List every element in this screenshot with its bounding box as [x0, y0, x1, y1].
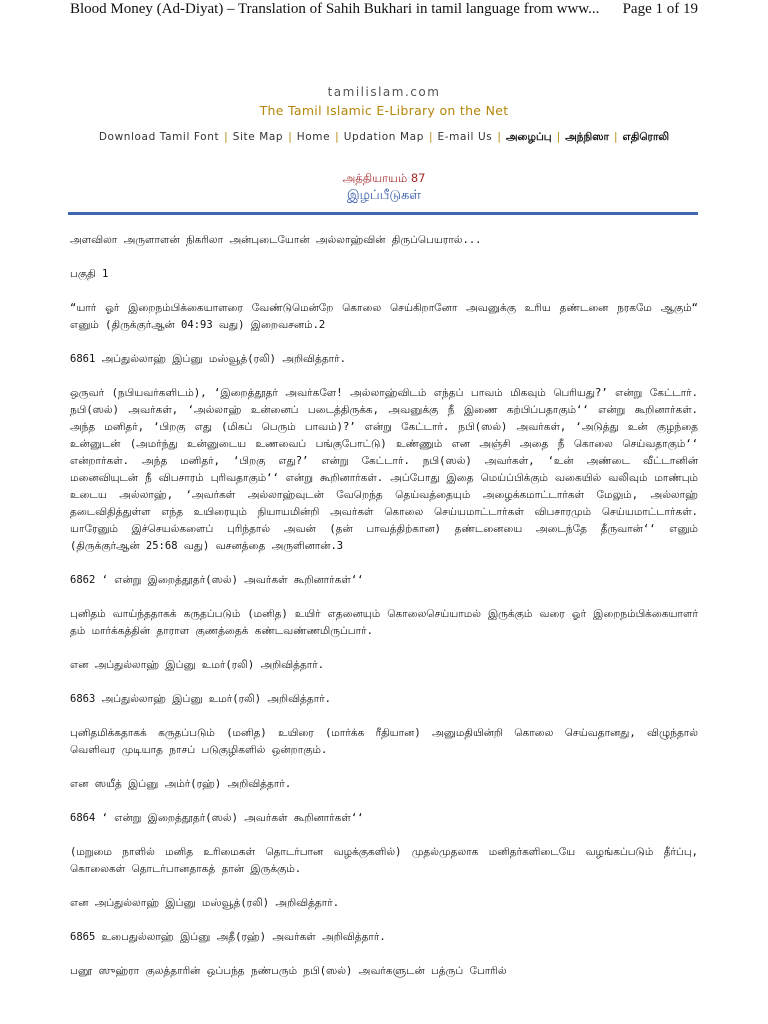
print-header-title: Blood Money (Ad-Diyat) – Translation of Sahih Bukhari in tamil language from www... [70, 1, 600, 17]
hadith-number: 6861 அப்துல்லாஹ் இப்னு மஸ்வூத்(ரலி) அறிவித்தார். [70, 353, 346, 365]
site-banner [0, 84, 768, 120]
nav-link-email-us[interactable]: E-mail Us [437, 131, 493, 143]
site-url[interactable]: tamilislam.com [327, 85, 441, 99]
nav-separator: | [497, 131, 501, 143]
nav-bar [0, 130, 768, 144]
hadith-number: 6865 உபைதுல்லாஹ் இப்னு அதீ(ரஹ்) அவர்கள் அறிவித்தார். [70, 931, 386, 943]
nav-separator: | [428, 131, 433, 143]
nav-link-ethiroli[interactable]: எதிரொலி [622, 131, 670, 143]
nav-separator: | [556, 131, 561, 143]
chapter-heading [0, 170, 768, 206]
hadith-text: புனிதம் வாய்ந்ததாகக் கருதப்படும் (மனித) உயிர் எதனையும் கொலைசெய்யாமல் இருக்கும் வரை ஓர் இறைநம்பிக்கையாளர் தம் மார்க்கத்தின் தாராள குணத்தைக் கண்டவண்ணமிருப்பார். [70, 608, 698, 637]
nav-link-azhaippu[interactable]: அழைப்பு [505, 131, 552, 143]
site-tagline: The Tamil Islamic E-Library on the Net [259, 103, 509, 118]
nav-link-updation-map[interactable]: Updation Map [343, 131, 424, 143]
nav-link-annisa[interactable]: அந்நிஸா [565, 131, 609, 143]
bismillah-line: அளவிலா அருளாளன் நிகரிலா அன்புடையோன் அல்லாஹ்வின் திருப்பெயரால்... [70, 234, 482, 246]
section-label: பகுதி 1 [70, 268, 109, 280]
hadith-text: (மறுமை நாளில் மனித உரிமைகள் தொடர்பான வழக்குகளில்) முதல்முதலாக மனிதர்களிடையே வழங்கப்படும் தீர்ப்பு, கொலைகள் தொடர்பானதாகத் தான் இருக்கும். [70, 846, 698, 875]
header-divider [68, 212, 698, 215]
nav-link-home[interactable]: Home [296, 131, 331, 143]
hadith-number: 6862 ‘ என்று இறைத்தூதர்(ஸல்) அவர்கள் கூறினார்கள்‘‘ [70, 574, 364, 586]
hadith-text: புனிதமிக்கதாகக் கருதப்படும் (மனித) உயிரை (மார்க்க ரீதியான) அனுமதியின்றி கொலை செய்வதானது, விழுந்தால் வெளிவர முடியாத நாசப் படுகுழிகளில் ஒன்றாகும். [70, 727, 698, 756]
nav-separator: | [224, 131, 228, 143]
nav-separator: | [614, 131, 618, 143]
nav-separator: | [288, 131, 292, 143]
nav-separator: | [335, 131, 339, 143]
print-header [0, 0, 768, 22]
hadith-number: 6864 ‘ என்று இறைத்தூதர்(ஸல்) அவர்கள் கூறினார்கள்‘‘ [70, 812, 364, 824]
nav-link-download-tamil-font[interactable]: Download Tamil Font [98, 131, 220, 143]
hadith-number: 6863 அப்துல்லாஹ் இப்னு உமர்(ரலி) அறிவித்தார். [70, 693, 331, 705]
narrator-line: என ஸயீத் இப்னு அம்ர்(ரஹ்) அறிவித்தார். [70, 778, 292, 790]
verse-intro: “யார் ஓர் இறைநம்பிக்கையாளரை வேண்டுமென்றே கொலை செய்கிறானோ அவனுக்கு உரிய தண்டனை நரகமே ஆகும்“ எனும் (திருக்குர்ஆன் 04:93 வது) இறைவசனம்.2 [70, 302, 698, 331]
chapter-title: இழப்பீடுகள் [346, 188, 422, 203]
narrator-line: என அப்துல்லாஹ் இப்னு உமர்(ரலி) அறிவித்தார். [70, 659, 325, 671]
article-body [70, 232, 698, 997]
hadith-text: ஒருவர் (நபியவர்களிடம்), ‘இறைத்தூதர் அவர்களே! அல்லாஹ்விடம் எந்தப் பாவம் மிகவும் பெரியது?’ என்று கேட்டார். நபி(ஸல்) அவர்கள், ‘அல்லாஹ் உன்னைப் படைத்திருக்க, அவனுக்கு நீ இணை கற்பிப்பதாகும்‘‘ என்று கூறினார்கள். அந்த மனிதர், ‘பிறகு எது (மிகப் பெரும் பாவம்)?’ என்று கேட்டார். நபி(ஸல்) அவர்கள், ‘அடுத்து உன் குழந்தை உன்னுடன் (அமர்ந்து உன்னுடைய உணவைப் பங்குபோட்டு) உண்ணும் என அஞ்சி அதை நீ கொலை செய்வதாகும்‘‘ என்றார்கள். அந்த மனிதர், ‘பிறகு எது?’ என்று கேட்டார். நபி(ஸல்) அவர்கள், ‘உன் அண்டை வீட்டானின் மனைவியுடன் நீ விபசாரம் புரிவதாகும்‘‘ என்று கூறினார்கள். அப்போது இதை மெய்ப்பிக்கும் வகையில் வலிவும் மாண்பும் உடைய அல்லாஹ், ‘அவர்கள் அல்லாஹ்வுடன் வேறெந்த தெய்வத்தையும் அழைக்கமாட்டார்கள் மேலும், அல்லாஹ் தடைவிதித்துள்ள எந்த உயிரையும் நியாயமின்றி அவர்கள் கொலை செய்யமாட்டார்கள் விபசாரமும் செய்யமாட்டார்கள். யாரேனும் இச்செயல்களைப் புரிந்தால் அவன் (தன் பாவத்திற்கான) தண்டனையை அடைந்தே தீருவான்‘‘ எனும் (திருக்குர்ஆன் 25:68 வது) வசனத்தை அருளினான்.3 [70, 387, 698, 552]
narrator-line: என அப்துல்லாஹ் இப்னு மஸ்வூத்(ரலி) அறிவித்தார். [70, 897, 340, 909]
chapter-number: அத்தியாயம் 87 [342, 171, 426, 185]
print-page-number: Page 1 of 19 [622, 1, 698, 17]
hadith-text: பனூ ஸுஹ்ரா குலத்தாரின் ஒப்பந்த நண்பரும் நபி(ஸல்) அவர்களுடன் பத்ருப் போரில் [70, 965, 507, 977]
nav-link-site-map[interactable]: Site Map [232, 131, 284, 143]
